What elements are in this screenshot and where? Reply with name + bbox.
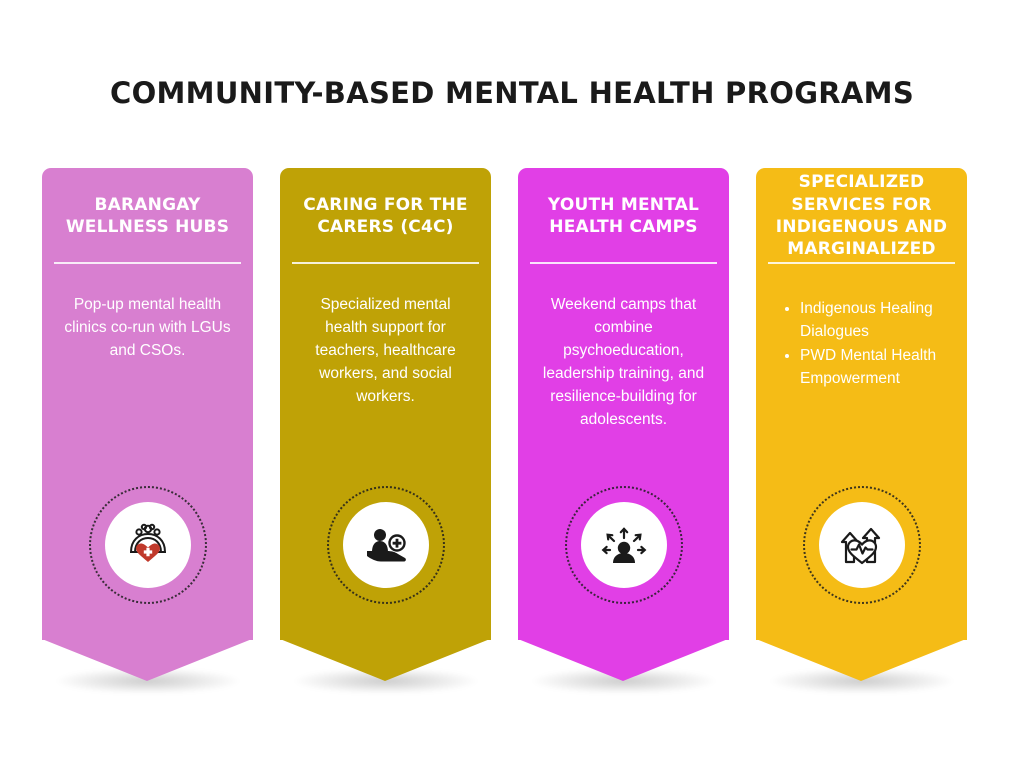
banner-heading-area — [42, 168, 253, 264]
person-radiating-arrows-icon — [581, 502, 667, 588]
banner-heading: BARANGAY WELLNESS HUBS — [65, 194, 230, 237]
banner-tail — [756, 639, 966, 681]
banner-group — [42, 168, 982, 708]
banner-heading-area — [756, 168, 967, 264]
banner-description: Specialized mental health support for teachers, healthcare workers, and social workers. — [315, 296, 456, 405]
list-item: • Indigenous Healing Dialogues — [800, 298, 953, 344]
banner-heading-area — [518, 168, 729, 264]
heartbeat-growth-arrows-icon — [819, 502, 905, 588]
banner-description: Pop-up mental health clinics co-run with LGUs and CSOs. — [64, 296, 231, 359]
heading-divider — [530, 262, 717, 264]
banner-bullet-list — [756, 298, 967, 391]
icon-dotted-ring — [803, 486, 921, 604]
heading-divider — [292, 262, 479, 264]
heart-shield-health-icon — [105, 502, 191, 588]
banner-heading: SPECIALIZED SERVICES FOR INDIGENOUS AND MARGINALIZED — [775, 172, 948, 260]
banner-heading: YOUTH MENTAL HEALTH CAMPS — [547, 194, 700, 237]
heading-divider — [768, 262, 955, 264]
banner-heading: CARING FOR THE CARERS (C4C) — [303, 194, 468, 237]
icon-dotted-ring — [327, 486, 445, 604]
banner-heading-area — [280, 168, 491, 264]
page-title: COMMUNITY-BASED MENTAL HEALTH PROGRAMS — [109, 76, 915, 110]
banner-description: Weekend camps that combine psychoeducation, leadership training, and resilience-building for adolescents. — [542, 296, 705, 428]
banner-tail — [518, 639, 728, 681]
banner-card-2[interactable] — [280, 168, 491, 680]
icon-dotted-ring — [565, 486, 683, 604]
caring-hand-person-icon — [343, 502, 429, 588]
banner-card-1[interactable] — [42, 168, 253, 680]
banner-tail — [280, 639, 490, 681]
heading-divider — [54, 262, 241, 264]
banner-tail — [42, 639, 252, 681]
icon-dotted-ring — [89, 486, 207, 604]
banner-card-3[interactable] — [518, 168, 729, 680]
banner-card-4[interactable] — [756, 168, 967, 680]
list-item: • PWD Mental Health Empowerment — [800, 345, 953, 391]
